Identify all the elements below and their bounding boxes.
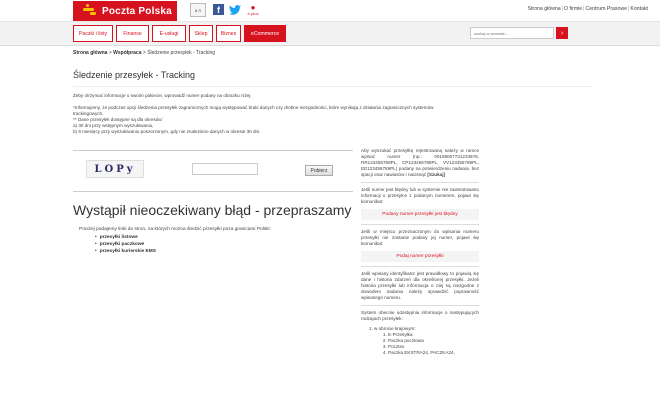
breadcrumb	[73, 50, 593, 56]
eplus-icon[interactable]: ● e-plus	[247, 3, 259, 16]
list-item: 2. Paczka pocztowa	[388, 338, 479, 344]
nav-items	[73, 25, 286, 42]
invalid-number-message: Podany numer przesyłki jest błędny	[361, 209, 479, 220]
nav-item-business[interactable]: Biznes	[216, 25, 241, 42]
logo-text: Poczta Polska	[102, 5, 172, 17]
domestic-heading: w obrocie krajowym:	[374, 326, 416, 331]
top-link-press[interactable]: Centrum Prasowe	[585, 6, 628, 12]
search-button[interactable]	[556, 27, 568, 39]
submit-button[interactable]: Pobierz	[305, 165, 333, 176]
nav-item-ecommerce[interactable]: eCommerce	[244, 25, 286, 42]
form-bottom-divider	[73, 191, 353, 192]
top-bar	[0, 0, 660, 22]
top-links: Strona główna|O firmie|Centrum Prasowe|Kontakt	[527, 6, 648, 12]
list-item	[374, 326, 479, 356]
eplus-label: e-plus	[247, 11, 259, 16]
link-ems-items[interactable]: • przesyłki kurierskie EMS	[95, 248, 156, 255]
top-link-home[interactable]: Strona główna	[527, 6, 561, 12]
breadcrumb-sep: >	[107, 50, 114, 56]
captcha-text: LOPy	[94, 163, 136, 175]
list-item: 4. Paczka EKSTRA24, PACZKA24,	[388, 350, 479, 356]
tracking-info	[73, 93, 453, 135]
info-instruction: Żeby otrzymać informacje o swoim pakiecie, wprowadź numer podany na obrazku niżej	[73, 93, 251, 98]
nav-item-eservices[interactable]: E-usługi	[152, 25, 186, 42]
poczta-polska-logo[interactable]	[73, 1, 177, 21]
breadcrumb-sep: >	[141, 50, 148, 56]
error-title: Wystąpił nieoczekiwany błąd - przepraszamy	[73, 202, 352, 218]
tracking-number-input[interactable]	[192, 163, 258, 175]
help-sidebar	[361, 148, 479, 356]
search-input[interactable]	[470, 27, 554, 39]
nav-item-parcels[interactable]: Paczki i listy	[73, 25, 113, 42]
list-item: 1. E-Przesyłka	[388, 332, 479, 338]
breadcrumb-home[interactable]: Strona główna	[73, 50, 108, 56]
top-link-about[interactable]: O firmie	[564, 6, 583, 12]
help-valid-number: Jeśli wpisany identyfikator jest prawidłowy to pojawią się dane i historia zdarzeń dla określonej przesyłki. Jeżeli historia przesyłki lub informacja o niej są niezgodne z dowodem nadania należy sprawdzić poprawność wpisanego numeru.	[361, 271, 479, 300]
info-foreign-note: *Informujemy, że podczas opcji śledzenia przesyłek zagranicznych mogą występować braki danych czy drobne niezgodności, które wynikają z działania zagranicznych systemów trackingowych.	[73, 105, 434, 116]
empty-number-message: Podaj numer przesyłki	[361, 251, 479, 262]
help-empty-number: Jeśli w miejscu przeznaczonym do wpisania numeru przesyłki nie zostanie podany jej numer, pojawi się komunikat:	[361, 229, 479, 246]
help-invalid-number: Jeśli numer jest błędny lub w systemie nie zaiestotowano informacji o przesyłce z podanym numerem, pojawi się komunikat:	[361, 187, 479, 204]
help-intro-text: Aby wyszukać przesyłkę rejestrowaną należy w ramce wpisać numer (np.: 00159007731234678, RR123456789PL, CP123456789PL, VV123456789PL, EE123456789PL) podany na potwierdzeniu nadania, bez spacji oraz nawiasów i nacisnąć	[361, 148, 479, 177]
foreign-tracking-links	[95, 234, 156, 256]
list-item: 3. Pocztex	[388, 344, 479, 350]
title-divider	[73, 86, 593, 87]
page-title: Śledzenie przesyłek - Tracking	[73, 70, 196, 80]
captcha-image	[86, 160, 144, 178]
twitter-icon[interactable]	[228, 4, 242, 15]
breadcrumb-current: Śledzenie przesyłek - Tracking	[147, 50, 216, 56]
main-content	[73, 50, 593, 355]
top-link-contact[interactable]: Kontakt	[630, 6, 648, 12]
search-icon: ›	[560, 29, 564, 37]
help-search-label: [Szukaj]	[427, 172, 446, 177]
breadcrumb-parent[interactable]: Współpraca	[113, 50, 142, 56]
font-size-button[interactable]: a A	[190, 3, 206, 17]
nav-item-shop[interactable]: Sklep	[189, 25, 213, 42]
link-letter-items[interactable]: • przesyłki listowe	[95, 234, 156, 241]
nav-item-finance[interactable]: Finanse	[116, 25, 149, 42]
link-parcel-items[interactable]: • przesyłki paczkowe	[95, 241, 156, 248]
info-period-a: a) 30 dni przy wstępnym wyszukiwaniu,	[73, 123, 154, 128]
help-supported-types: System obecnie udostępnia informacje o następujących rodzajach przesyłek:	[361, 310, 479, 321]
form-top-divider	[73, 150, 353, 151]
help-intro	[361, 148, 479, 178]
info-periods-heading: ** Dane przesyłek dostępne są dla okresów:	[73, 117, 163, 122]
info-period-b: b) 9 miesięcy przy wyszukiwaniu poszerzonym, gdy nie znaleziono danych w okresie 30 dni.	[73, 129, 261, 134]
foreign-tracking-intro: Poniżej podajemy linki do stron, na których można śledzić przesyłki poza granicami Polski:	[79, 227, 271, 232]
post-horn-icon	[83, 4, 97, 18]
supported-types-list	[374, 326, 479, 356]
facebook-icon[interactable]: f	[213, 4, 224, 15]
